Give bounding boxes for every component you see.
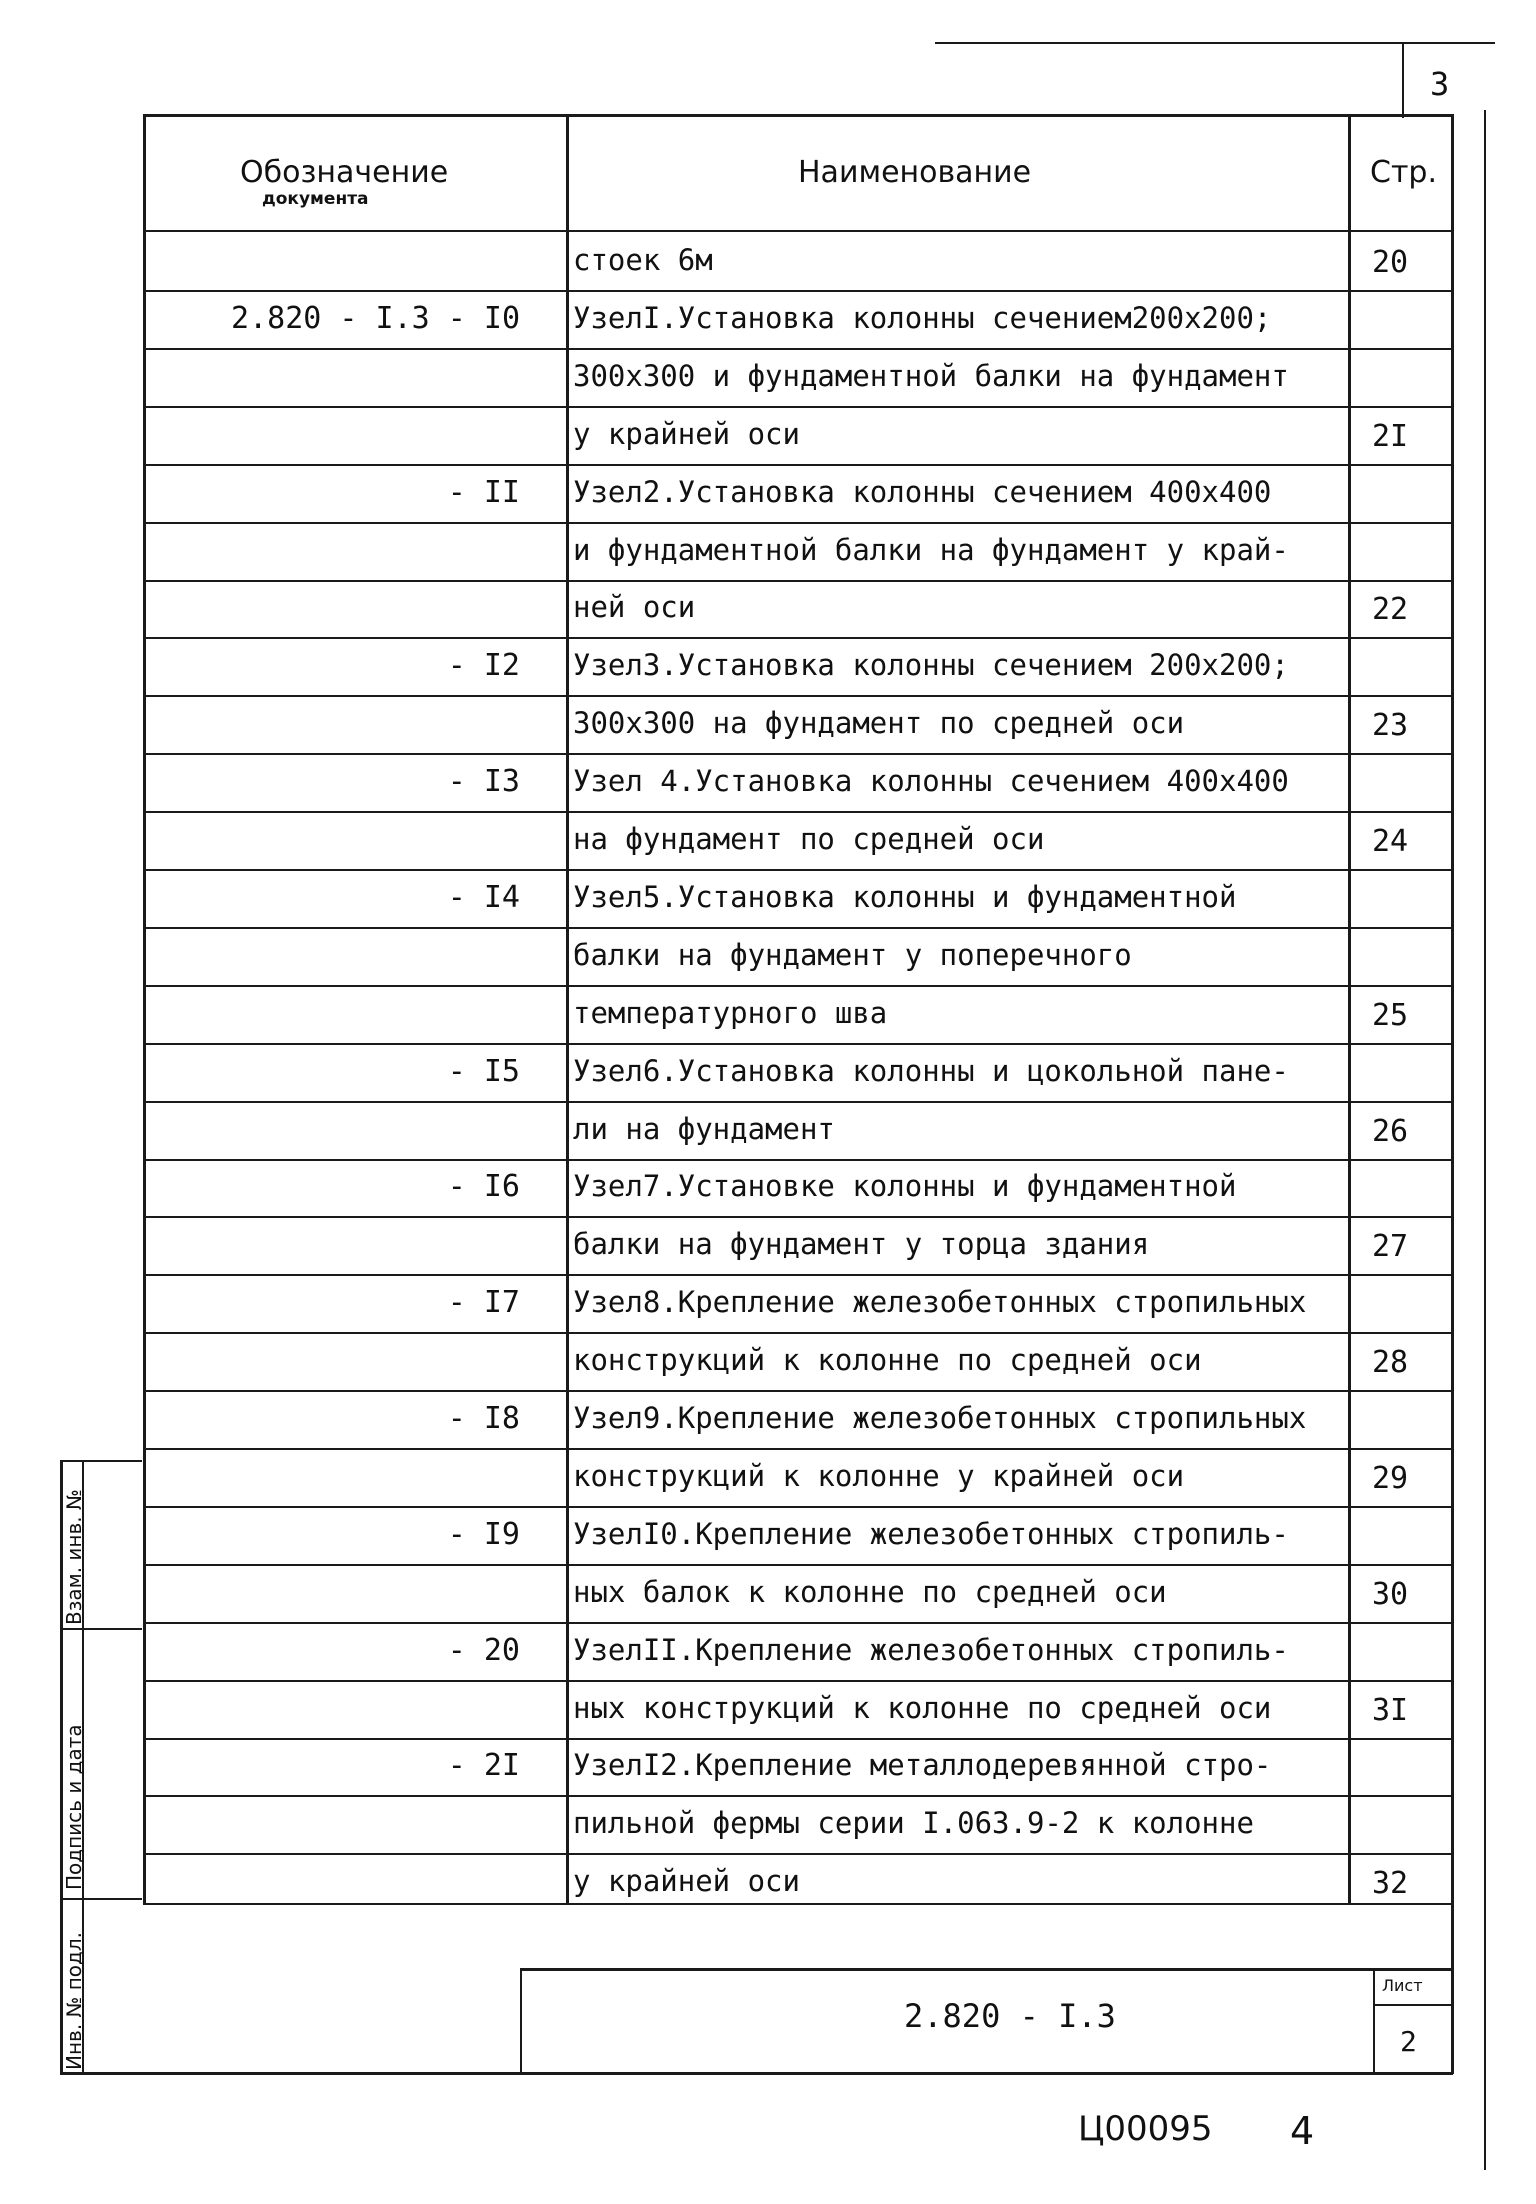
title-sheet-number: 2 [1400, 2025, 1417, 2058]
row-designation: - 2I [447, 1748, 520, 1783]
row-line [143, 348, 1453, 350]
row-name: ли на фундамент [573, 1112, 835, 1146]
row-name: пильной фермы серии I.063.9-2 к колонне [573, 1806, 1254, 1840]
page-frame-bottom [60, 2072, 1453, 2075]
sheet-box-left [1373, 1968, 1375, 2074]
row-page: 30 [1371, 1577, 1409, 1612]
row-name: УзелI2.Крепление металлодеревянной стро- [573, 1748, 1272, 1782]
row-line [143, 522, 1453, 524]
row-line [143, 290, 1453, 292]
row-name: УзелI.Установка колонны сечением200x200; [573, 301, 1272, 335]
row-name: у крайней оси [573, 1864, 800, 1898]
row-line [143, 637, 1453, 639]
row-name: и фундаментной балки на фундамент у край- [573, 533, 1289, 567]
row-name: Узел3.Установка колонны сечением 200x200; [573, 648, 1289, 682]
row-line [143, 580, 1453, 582]
stamp-top [60, 1460, 142, 1462]
table-right-border [1451, 114, 1454, 2074]
row-line [143, 1506, 1453, 1508]
row-page: 23 [1371, 708, 1409, 743]
row-name: УзелII.Крепление железобетонных стропиль- [573, 1633, 1289, 1667]
row-designation: - I2 [447, 648, 520, 683]
row-name: 300x300 на фундамент по средней оси [573, 706, 1185, 740]
row-name: ных балок к колонне по средней оси [573, 1575, 1167, 1609]
row-page: 22 [1371, 592, 1409, 627]
row-line [143, 1622, 1453, 1624]
row-line [143, 1448, 1453, 1450]
row-name: конструкций к колонне по средней оси [573, 1343, 1202, 1377]
stamp-inv-repl: Взам. инв. № [62, 1489, 86, 1625]
stamp-sep-2 [60, 1898, 142, 1900]
row-line [143, 695, 1453, 697]
row-line [143, 1390, 1453, 1392]
row-page: 27 [1371, 1229, 1409, 1264]
header-page: Стр. [1370, 155, 1438, 190]
row-designation: - II [447, 475, 520, 510]
row-page: 32 [1371, 1866, 1409, 1901]
row-line [143, 927, 1453, 929]
header-designation-sub: документа [262, 189, 369, 209]
row-line [143, 1738, 1453, 1740]
col-divider-1 [566, 114, 569, 1904]
row-line [143, 869, 1453, 871]
row-designation: - I5 [447, 1054, 520, 1089]
row-name: ней оси [573, 590, 696, 624]
corner-box-divider [1402, 42, 1404, 118]
row-name: Узел 4.Установка колонны сечением 400x400 [573, 764, 1289, 798]
row-name: Узел6.Установка колонны и цокольной пане- [573, 1054, 1289, 1088]
row-line [143, 406, 1453, 408]
row-name: балки на фундамент у поперечного [573, 938, 1132, 972]
row-name: 300x300 и фундаментной балки на фундамент [573, 359, 1289, 393]
stamp-inv-orig: Инв. № подл. [62, 1932, 86, 2070]
row-page: 20 [1371, 245, 1409, 280]
row-line [143, 1680, 1453, 1682]
row-line [143, 985, 1453, 987]
row-name: ных конструкций к колонне по средней оси [573, 1691, 1272, 1725]
row-name: Узел2.Установка колонны сечением 400x400 [573, 475, 1272, 509]
sheet-box-mid [1373, 2004, 1453, 2006]
row-line [143, 464, 1453, 466]
table-bottom-line [143, 1903, 1453, 1905]
row-name: на фундамент по средней оси [573, 822, 1045, 856]
row-name: стоек 6м [573, 243, 713, 277]
row-name: Узел9.Крепление железобетонных стропильных [573, 1401, 1307, 1435]
archive-code: Ц00095 [1078, 2109, 1213, 2149]
row-designation: - I8 [447, 1401, 520, 1436]
title-sheet-label: Лист [1382, 1976, 1423, 1995]
title-doc-code: 2.820 - I.3 [904, 1997, 1116, 2035]
row-designation: 2.820 - I.3 - I0 [231, 301, 520, 336]
row-name: конструкций к колонне у крайней оси [573, 1459, 1185, 1493]
row-line [143, 1216, 1453, 1218]
row-line [143, 1795, 1453, 1797]
stamp-sep-1 [60, 1628, 142, 1630]
row-page: 3I [1371, 1693, 1409, 1728]
row-line [143, 1853, 1453, 1855]
row-line [143, 1101, 1453, 1103]
row-name: балки на фундамент у торца здания [573, 1227, 1150, 1261]
row-designation: - 20 [447, 1633, 520, 1668]
row-page: 28 [1371, 1345, 1409, 1380]
row-designation: - I3 [447, 764, 520, 799]
row-page: 29 [1371, 1461, 1409, 1496]
row-line [143, 1332, 1453, 1334]
top-corner-line [935, 42, 1495, 44]
right-margin-line [1484, 110, 1486, 2170]
row-page: 2I [1371, 419, 1409, 454]
row-designation: - I9 [447, 1517, 520, 1552]
row-line [143, 1043, 1453, 1045]
header-bottom-line [143, 230, 1453, 232]
table-top-border [143, 114, 1453, 117]
row-name: Узел7.Установке колонны и фундаментной [573, 1169, 1237, 1203]
row-line [143, 811, 1453, 813]
title-block-top [520, 1968, 1453, 1971]
row-name: Узел8.Крепление железобетонных стропильных [573, 1285, 1307, 1319]
row-designation: - I6 [447, 1169, 520, 1204]
row-name: температурного шва [573, 996, 888, 1030]
row-line [143, 753, 1453, 755]
row-name: Узел5.Установка колонны и фундаментной [573, 880, 1237, 914]
row-line [143, 1564, 1453, 1566]
row-line [143, 1274, 1453, 1276]
header-designation: Обозначение [240, 155, 449, 190]
row-designation: - I4 [447, 880, 520, 915]
row-line [143, 1159, 1453, 1161]
row-page: 24 [1371, 824, 1409, 859]
archive-number: 4 [1290, 2109, 1315, 2153]
title-block-left [520, 1968, 522, 2074]
row-designation: - I7 [447, 1285, 520, 1320]
stamp-sign-date: Подпись и дата [62, 1724, 86, 1890]
row-name: у крайней оси [573, 417, 800, 451]
row-page: 25 [1371, 998, 1409, 1033]
row-name: УзелI0.Крепление железобетонных стропиль- [573, 1517, 1289, 1551]
header-name: Наименование [798, 155, 1032, 190]
row-page: 26 [1371, 1114, 1409, 1149]
sheet-corner-number: 3 [1430, 65, 1450, 103]
